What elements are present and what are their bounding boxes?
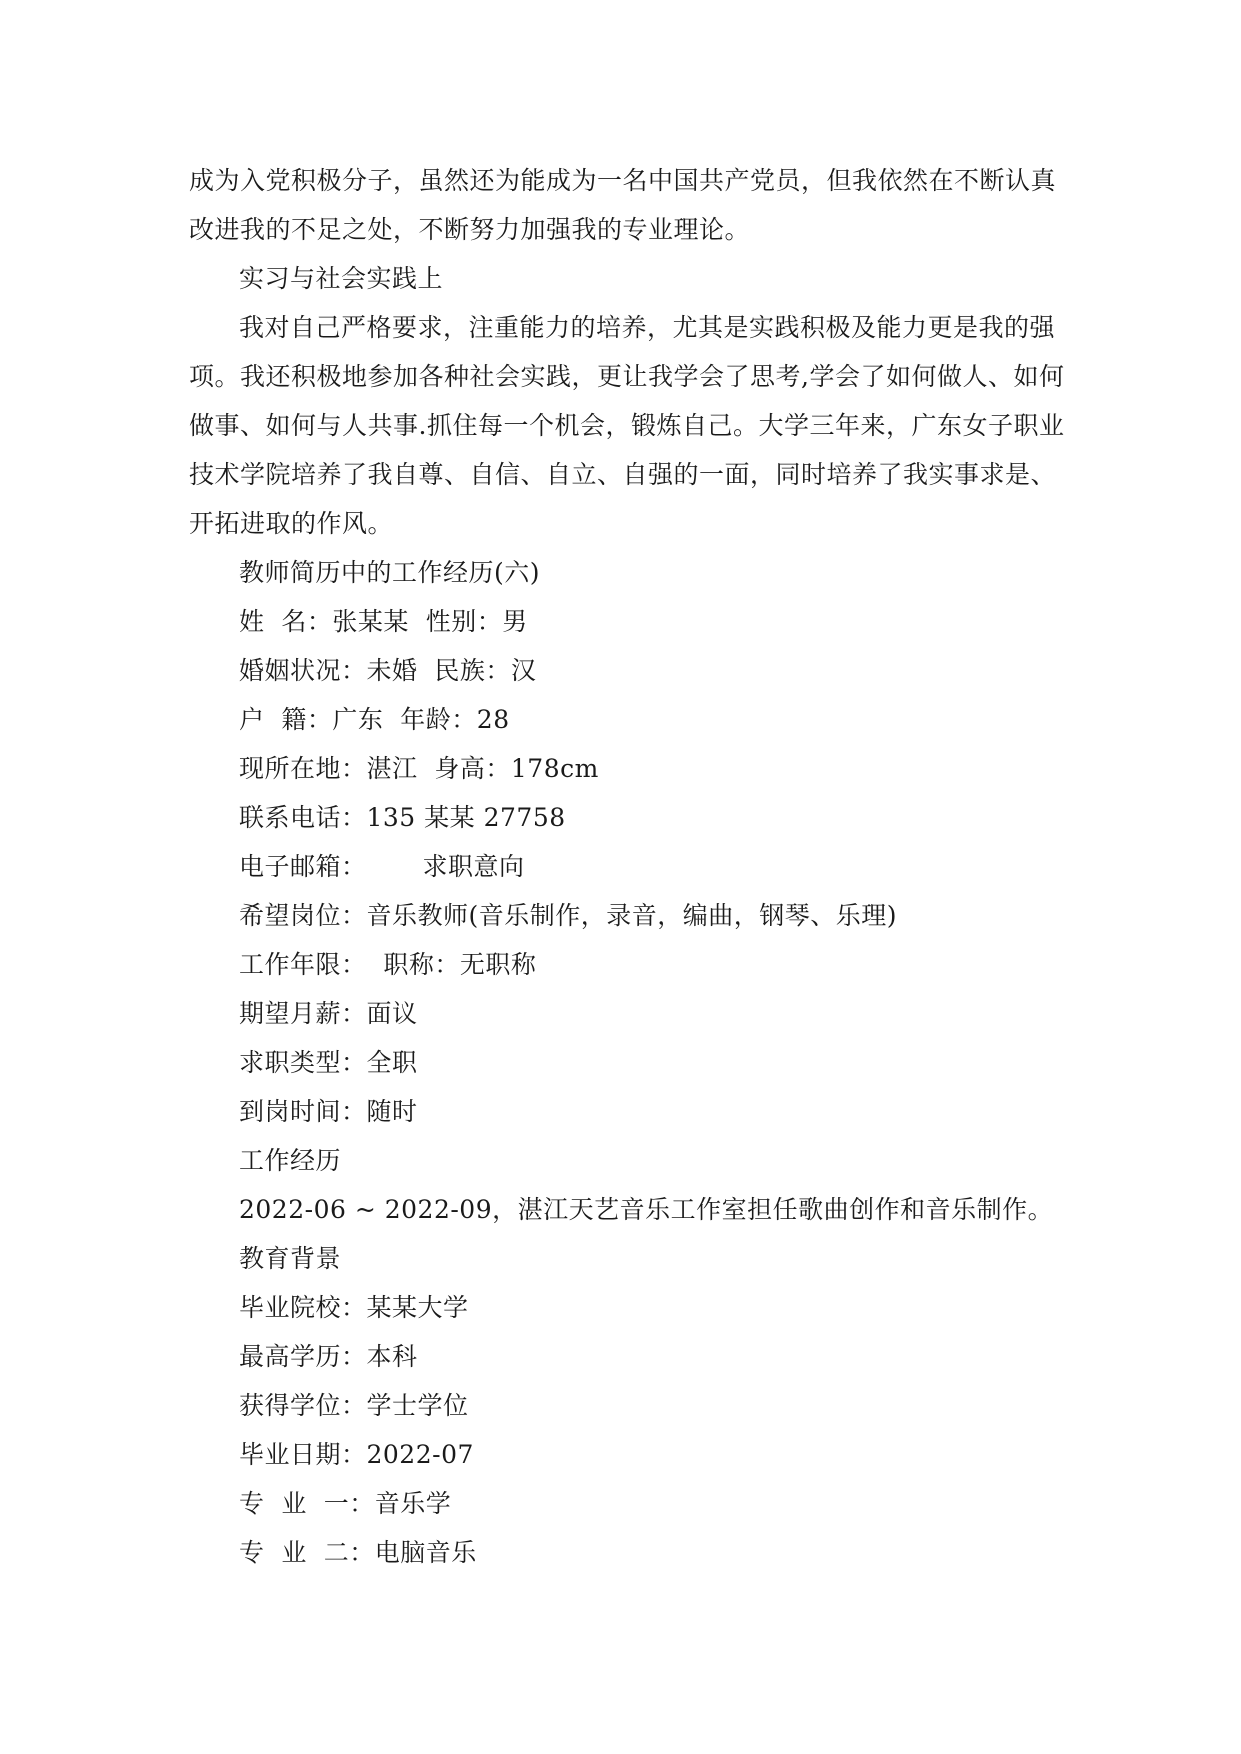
edu-heading: 教育背景 <box>239 1244 342 1273</box>
grad-date-line: 毕业日期：2022-07 <box>239 1440 474 1469</box>
intro-line-1: 成为入党积极分子，虽然还为能成为一名中国共产党员，但我依然在不断认真 <box>189 166 1057 195</box>
major2-line: 专 业 二：电脑音乐 <box>239 1538 477 1567</box>
salary-line: 期望月薪：面议 <box>239 999 418 1028</box>
practice-line-3: 做事、如何与人共事.抓住每一个机会，锻炼自己。大学三年来，广东女子职业 <box>189 411 1065 440</box>
major1-line: 专 业 一：音乐学 <box>239 1489 452 1518</box>
email-intent-line <box>189 842 1051 891</box>
practice-line-2: 项。我还积极地参加各种社会实践，更让我学会了思考,学会了如何做人、如何 <box>189 362 1065 391</box>
degree-line: 获得学位：学士学位 <box>239 1391 469 1420</box>
hukou-line: 户 籍：广东 年龄：28 <box>239 705 510 734</box>
resume-title: 教师简历中的工作经历(六) <box>239 558 541 587</box>
intent-heading: 求职意向 <box>422 852 525 881</box>
email-label: 电子邮箱： <box>239 852 367 881</box>
position-line: 希望岗位：音乐教师(音乐制作，录音，编曲，钢琴、乐理) <box>239 901 898 930</box>
work-heading: 工作经历 <box>239 1146 342 1175</box>
jobtype-line: 求职类型：全职 <box>239 1048 418 1077</box>
arrival-line: 到岗时间：随时 <box>239 1097 418 1126</box>
intro-line-2: 改进我的不足之处，不断努力加强我的专业理论。 <box>189 215 751 244</box>
marital-line: 婚姻状况：未婚 民族：汉 <box>239 656 537 685</box>
school-line: 毕业院校：某某大学 <box>239 1293 469 1322</box>
work-line: 2022-06 ~ 2022-09，湛江天艺音乐工作室担任歌曲创作和音乐制作。 <box>239 1195 1054 1224</box>
phone-line: 联系电话：135 某某 27758 <box>239 803 566 832</box>
location-line: 现所在地：湛江 身高：178cm <box>239 754 599 783</box>
practice-line-4: 技术学院培养了我自尊、自信、自立、自强的一面，同时培养了我实事求是、 <box>189 460 1057 489</box>
degree-level-line: 最高学历：本科 <box>239 1342 418 1371</box>
document-body <box>189 156 1065 1577</box>
practice-heading: 实习与社会实践上 <box>239 264 444 293</box>
practice-line-5: 开拓进取的作风。 <box>189 509 394 538</box>
name-line: 姓 名：张某某 性别：男 <box>239 607 528 636</box>
years-line: 工作年限： 职称：无职称 <box>239 950 537 979</box>
practice-line-1: 我对自己严格要求，注重能力的培养，尤其是实践积极及能力更是我的强 <box>239 313 1056 342</box>
